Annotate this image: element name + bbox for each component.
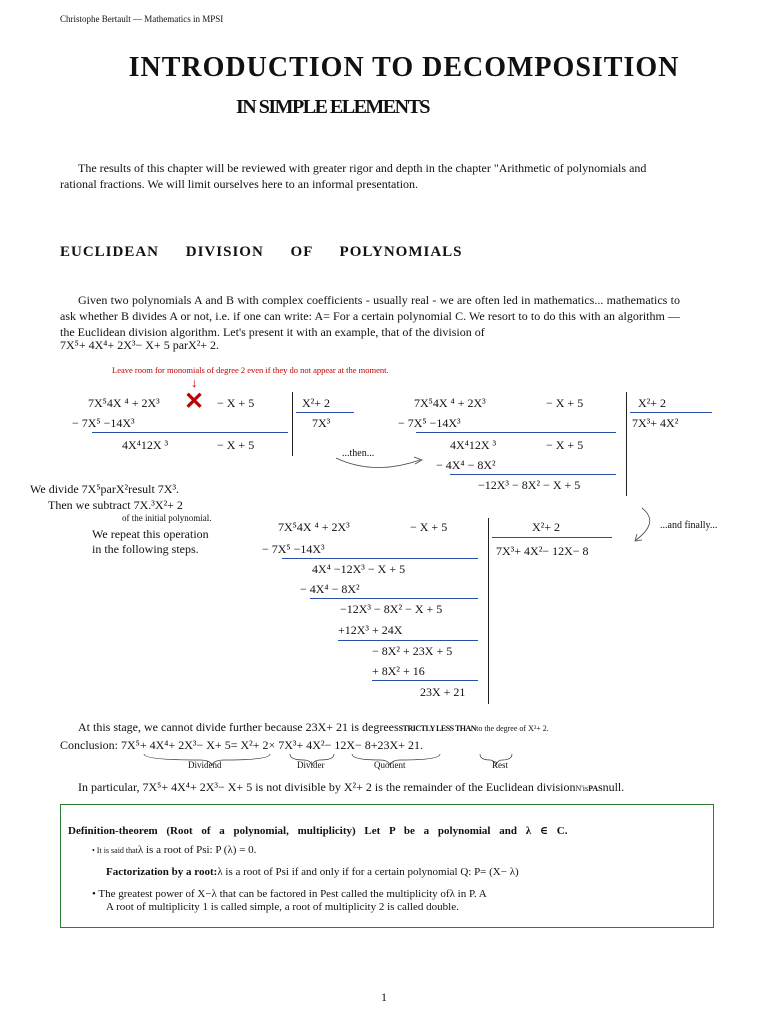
finally-label: ...and finally... [660, 520, 718, 531]
div3-row7: − 8X² + 23X + 5 [372, 644, 453, 658]
div1-row1b: − X + 5 [217, 396, 255, 410]
div2-row1b: − X + 5 [546, 396, 584, 410]
div3-rule2 [310, 598, 478, 599]
div2-rule1 [416, 432, 616, 433]
div3-rule1 [282, 558, 478, 559]
div1-row3b: − X + 5 [217, 438, 255, 452]
div1-row3: 4X⁴12X ³ [122, 438, 169, 452]
cross-icon: ✕ [184, 389, 205, 415]
paragraph-euclid: Given two polynomials A and B with complex coefficients - usually real - we are often led in mathematics... mathematics to ask whether B divides A or not, i.e. if one can write: A= For a certain polynomial C. We resort to to do this with an algorithm — the Euclidean division algorithm. Let's present it with an example, that of the division of [60, 293, 680, 339]
note-repeat: We repeat this operation [92, 527, 209, 541]
definition-bullet2: Factorization by a root:λ is a root of Psi if and only if for a certain polynomial Q: P= (X− λ) [106, 866, 519, 878]
section-heading: EUCLIDEAN DIVISION OF POLYNOMIALS [60, 244, 463, 260]
particular-text: In particular, 7X⁵+ 4X⁴+ 2X³− X+ 5 is not divisible by X²+ 2 is the remainder of the Euclidean divisionN'isPASnull. [78, 780, 625, 794]
note-following: in the following steps. [92, 542, 199, 556]
note-subtract: Then we subtract 7X.³X²+ 2 [48, 498, 183, 512]
div3-row4: − 4X⁴ − 8X² [300, 582, 360, 596]
intro-paragraph: The results of this chapter will be reviewed with greater rigor and depth in the chapter "Arithmetic of polynomials and rational fractions. We will limit ourselves here to an informal presentation. [60, 161, 647, 191]
running-header: Christophe Bertault — Mathematics in MPSI [60, 14, 224, 24]
note-initial: of the initial polynomial. [122, 513, 212, 523]
curved-arrow-down-icon [628, 506, 664, 546]
div2-row2: − 7X⁵ −14X³ [398, 416, 461, 430]
div3-quotient: 7X³+ 4X²− 12X− 8 [496, 544, 589, 558]
div2-divisor-rule [630, 412, 712, 413]
brace-divider: Divider [297, 760, 325, 770]
div3-rule3 [338, 640, 478, 641]
div3-rule4 [372, 680, 478, 681]
div2-row4: − 4X⁴ − 8X² [436, 458, 496, 472]
definition-bullet4: A root of multiplicity 1 is called simple, a root of multiplicity 2 is called double. [106, 901, 459, 913]
div3-row1: 7X⁵4X ⁴ + 2X³ [278, 520, 350, 534]
div3-remainder: 23X + 21 [420, 685, 466, 699]
div1-divisor: X²+ 2 [302, 396, 331, 410]
brace-dividend: Dividend [188, 760, 222, 770]
div1-quotient: 7X³ [312, 416, 331, 430]
div3-row8: + 8X² + 16 [372, 664, 425, 678]
page-subtitle: IN SIMPLE ELEMENTS [236, 96, 430, 118]
note-divide: We divide 7X⁵parX²result 7X³. [30, 482, 180, 496]
div2-row3: 4X⁴12X ³ [450, 438, 497, 452]
div3-row1b: − X + 5 [410, 520, 448, 534]
page-title: INTRODUCTION TO DECOMPOSITION [128, 52, 680, 83]
div2-quotient: 7X³+ 4X² [632, 416, 679, 430]
div3-vbar [488, 518, 489, 704]
div3-divisor: X²+ 2 [532, 520, 561, 534]
div3-row5: −12X³ − 8X² − X + 5 [340, 602, 443, 616]
red-note: Leave room for monomials of degree 2 even if they do not appear at the moment. [112, 365, 389, 375]
conclusion: Conclusion: 7X⁵+ 4X⁴+ 2X³− X+ 5= X²+ 2× 7X³+ 4X²− 12X− 8+23X+ 21. [60, 738, 423, 752]
brace-rest: Rest [492, 760, 509, 770]
div1-row1: 7X⁵4X ⁴ + 2X³ [88, 396, 160, 410]
stage-text: At this stage, we cannot divide further because 23X+ 21 is degreesSTRICTLY LESS THANto the degree of X²+ 2. [78, 720, 549, 734]
div2-row3b: − X + 5 [546, 438, 584, 452]
div3-divisor-rule [492, 537, 612, 538]
then-label: ...then... [342, 448, 375, 459]
div2-rule2 [450, 474, 616, 475]
div1-row2: − 7X⁵ −14X³ [72, 416, 135, 430]
div2-divisor: X²+ 2 [638, 396, 667, 410]
div3-row2: − 7X⁵ −14X³ [262, 542, 325, 556]
brace-quotient: Quotient [374, 760, 406, 770]
definition-bullet3: • The greatest power of X−λ that can be factored in Pest called the multiplicity ofλ in P. A [92, 888, 487, 900]
div2-row5: −12X³ − 8X² − X + 5 [478, 478, 581, 492]
div1-divisor-rule [296, 412, 354, 413]
definition-bullet1: • It is said thatλ is a root of Psi: P (λ) = 0. [92, 844, 257, 856]
curved-arrow-icon [334, 452, 426, 474]
div3-row6: +12X³ + 24X [338, 623, 403, 637]
div1-vbar [292, 392, 293, 456]
example-polynomial: 7X⁵+ 4X⁴+ 2X³− X+ 5 parX²+ 2. [60, 338, 220, 352]
div2-row1: 7X⁵4X ⁴ + 2X³ [414, 396, 486, 410]
div2-vbar [626, 392, 627, 496]
page-number: 1 [381, 990, 387, 1004]
down-arrow-icon: ↓ [191, 375, 198, 390]
div1-rule [92, 432, 288, 433]
div3-row3: 4X⁴ −12X³ − X + 5 [312, 562, 406, 576]
definition-title: Definition-theorem (Root of a polynomial, multiplicity) Let P be a polynomial and λ ∈ C. [68, 825, 568, 837]
